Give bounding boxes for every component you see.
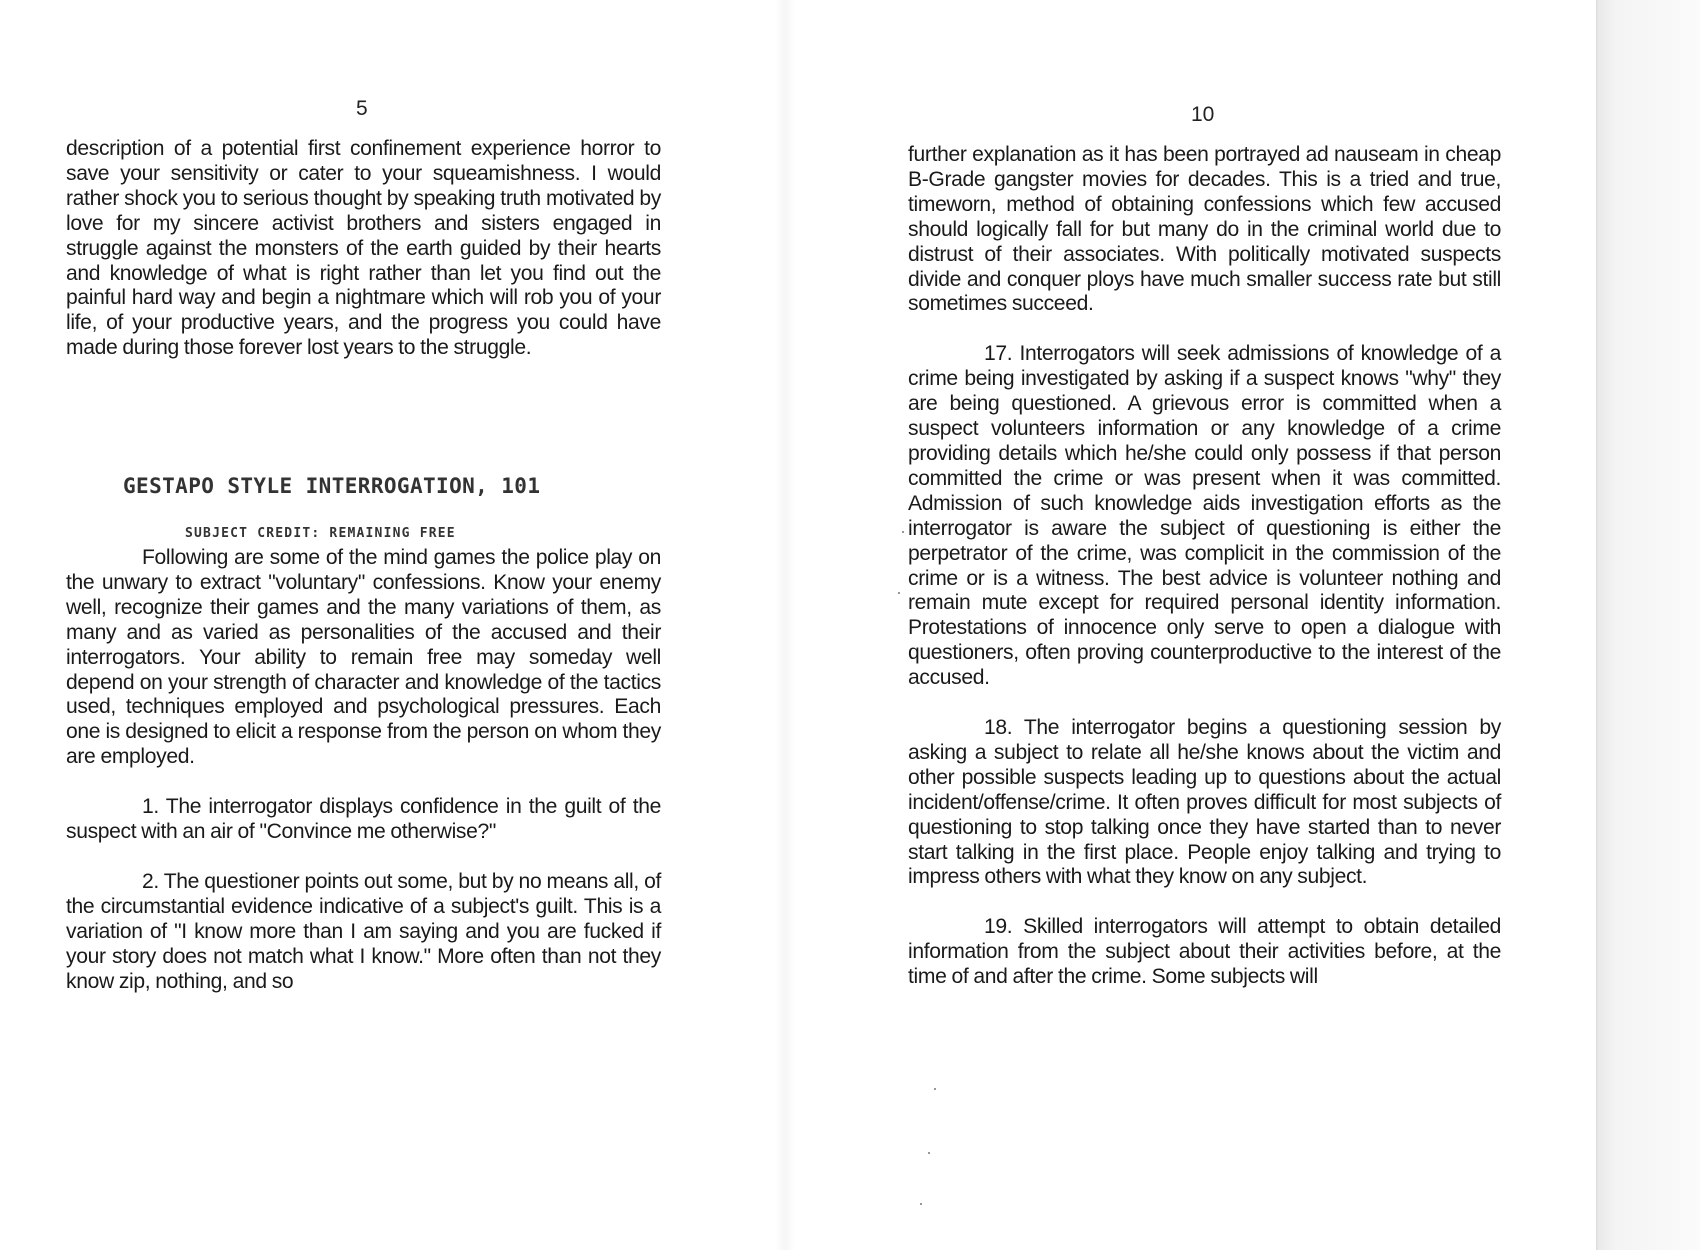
right-text-block: [908, 143, 1501, 1015]
numbered-item-19: 19. Skilled interrogators will attempt to obtain detailed information from the subject about their activities before, at the time of and after the crime. Some subjects will: [908, 915, 1501, 989]
page-gutter: [775, 0, 795, 1250]
scan-speck: [928, 1152, 930, 1154]
numbered-item-2: 2. The questioner points out some, but by no means all, of the circumstantial evidence indicative of a subject's guilt. This is a variation of "I know more than I am saying and you are fucked if your story does not match what I know." More often than not they know zip, nothing, and so: [66, 869, 661, 993]
scan-speck: [920, 1203, 922, 1205]
body-block: [66, 546, 661, 1020]
body-paragraph: Following are some of the mind games the police play on the unwary to extract "voluntary" confessions. Know your enemy well, recognize their games and the many variations of them, as many and as varied as personalities of the accused and their interrogators. Your ability to remain free may someday well depend on your strength of character and knowledge of the tactics used, techniques employed and psychological pressures. Each one is designed to elicit a response from the person on whom they are employed.: [66, 546, 661, 769]
numbered-item-18: 18. The interrogator begins a questioning session by asking a subject to relate all he/she knows about the victim and other possible suspects leading up to questions about the actual incident/offense/crime. It often proves difficult for most subjects of questioning to stop talking once they have started than to never start talking in the first place. People enjoy talking and trying to impress others with what they know on any subject.: [908, 716, 1501, 889]
page-number: 10: [1191, 103, 1215, 126]
scan-speck: [934, 1088, 936, 1090]
page-number: 5: [356, 97, 368, 120]
intro-block: [66, 137, 661, 386]
numbered-item-1: 1. The interrogator displays confidence in the guilt of the suspect with an air of "Convince me otherwise?": [66, 795, 661, 844]
left-page: [66, 0, 661, 1250]
continued-paragraph: further explanation as it has been portrayed ad nauseam in cheap B-Grade gangster movies for decades. This is a tried and true, timeworn, method of obtaining confessions which few accused should logically fall for but many do in the criminal world due to distrust of their associates. With politically motivated suspects divide and conquer ploys have much smaller success rate but still sometimes succeed.: [908, 143, 1501, 316]
next-page-edge: [1596, 0, 1700, 1250]
section-heading: GESTAPO STYLE INTERROGATION, 101: [123, 474, 541, 498]
right-page: [908, 0, 1501, 1250]
numbered-item-17: 17. Interrogators will seek admissions of knowledge of a crime being investigated by asking if a suspect knows "why" they are being questioned. A grievous error is committed when a suspect volunteers information or any knowledge of a crime providing details which he/she could only possess if that person committed the crime or was present when it was committed. Admission of such knowledge aids investigation efforts as the interrogator is aware the subject of questioning is either the perpetrator of the crime, was complicit in the commission of the crime or is a witness. The best advice is volunteer nothing and remain mute except for required personal identity information. Protestations of innocence only serve to open a dialogue with questioners, often proving counterproductive to the interest of the accused.: [908, 342, 1501, 690]
section-subheading: SUBJECT CREDIT: REMAINING FREE: [185, 526, 456, 541]
intro-paragraph: description of a potential first confinement experience horror to save your sensitivity or cater to your squeamishness. I would rather shock you to serious thought by speaking truth motivated by love for my sincere activist brothers and sisters engaged in struggle against the monsters of the earth guided by their hearts and knowledge of what is right rather than let you find out the painful hard way and begin a nightmare which will rob you of your life, of your productive years, and the progress you could have made during those forever lost years to the struggle.: [66, 137, 661, 360]
scan-speck: [902, 531, 904, 533]
scan-speck: [898, 592, 900, 594]
